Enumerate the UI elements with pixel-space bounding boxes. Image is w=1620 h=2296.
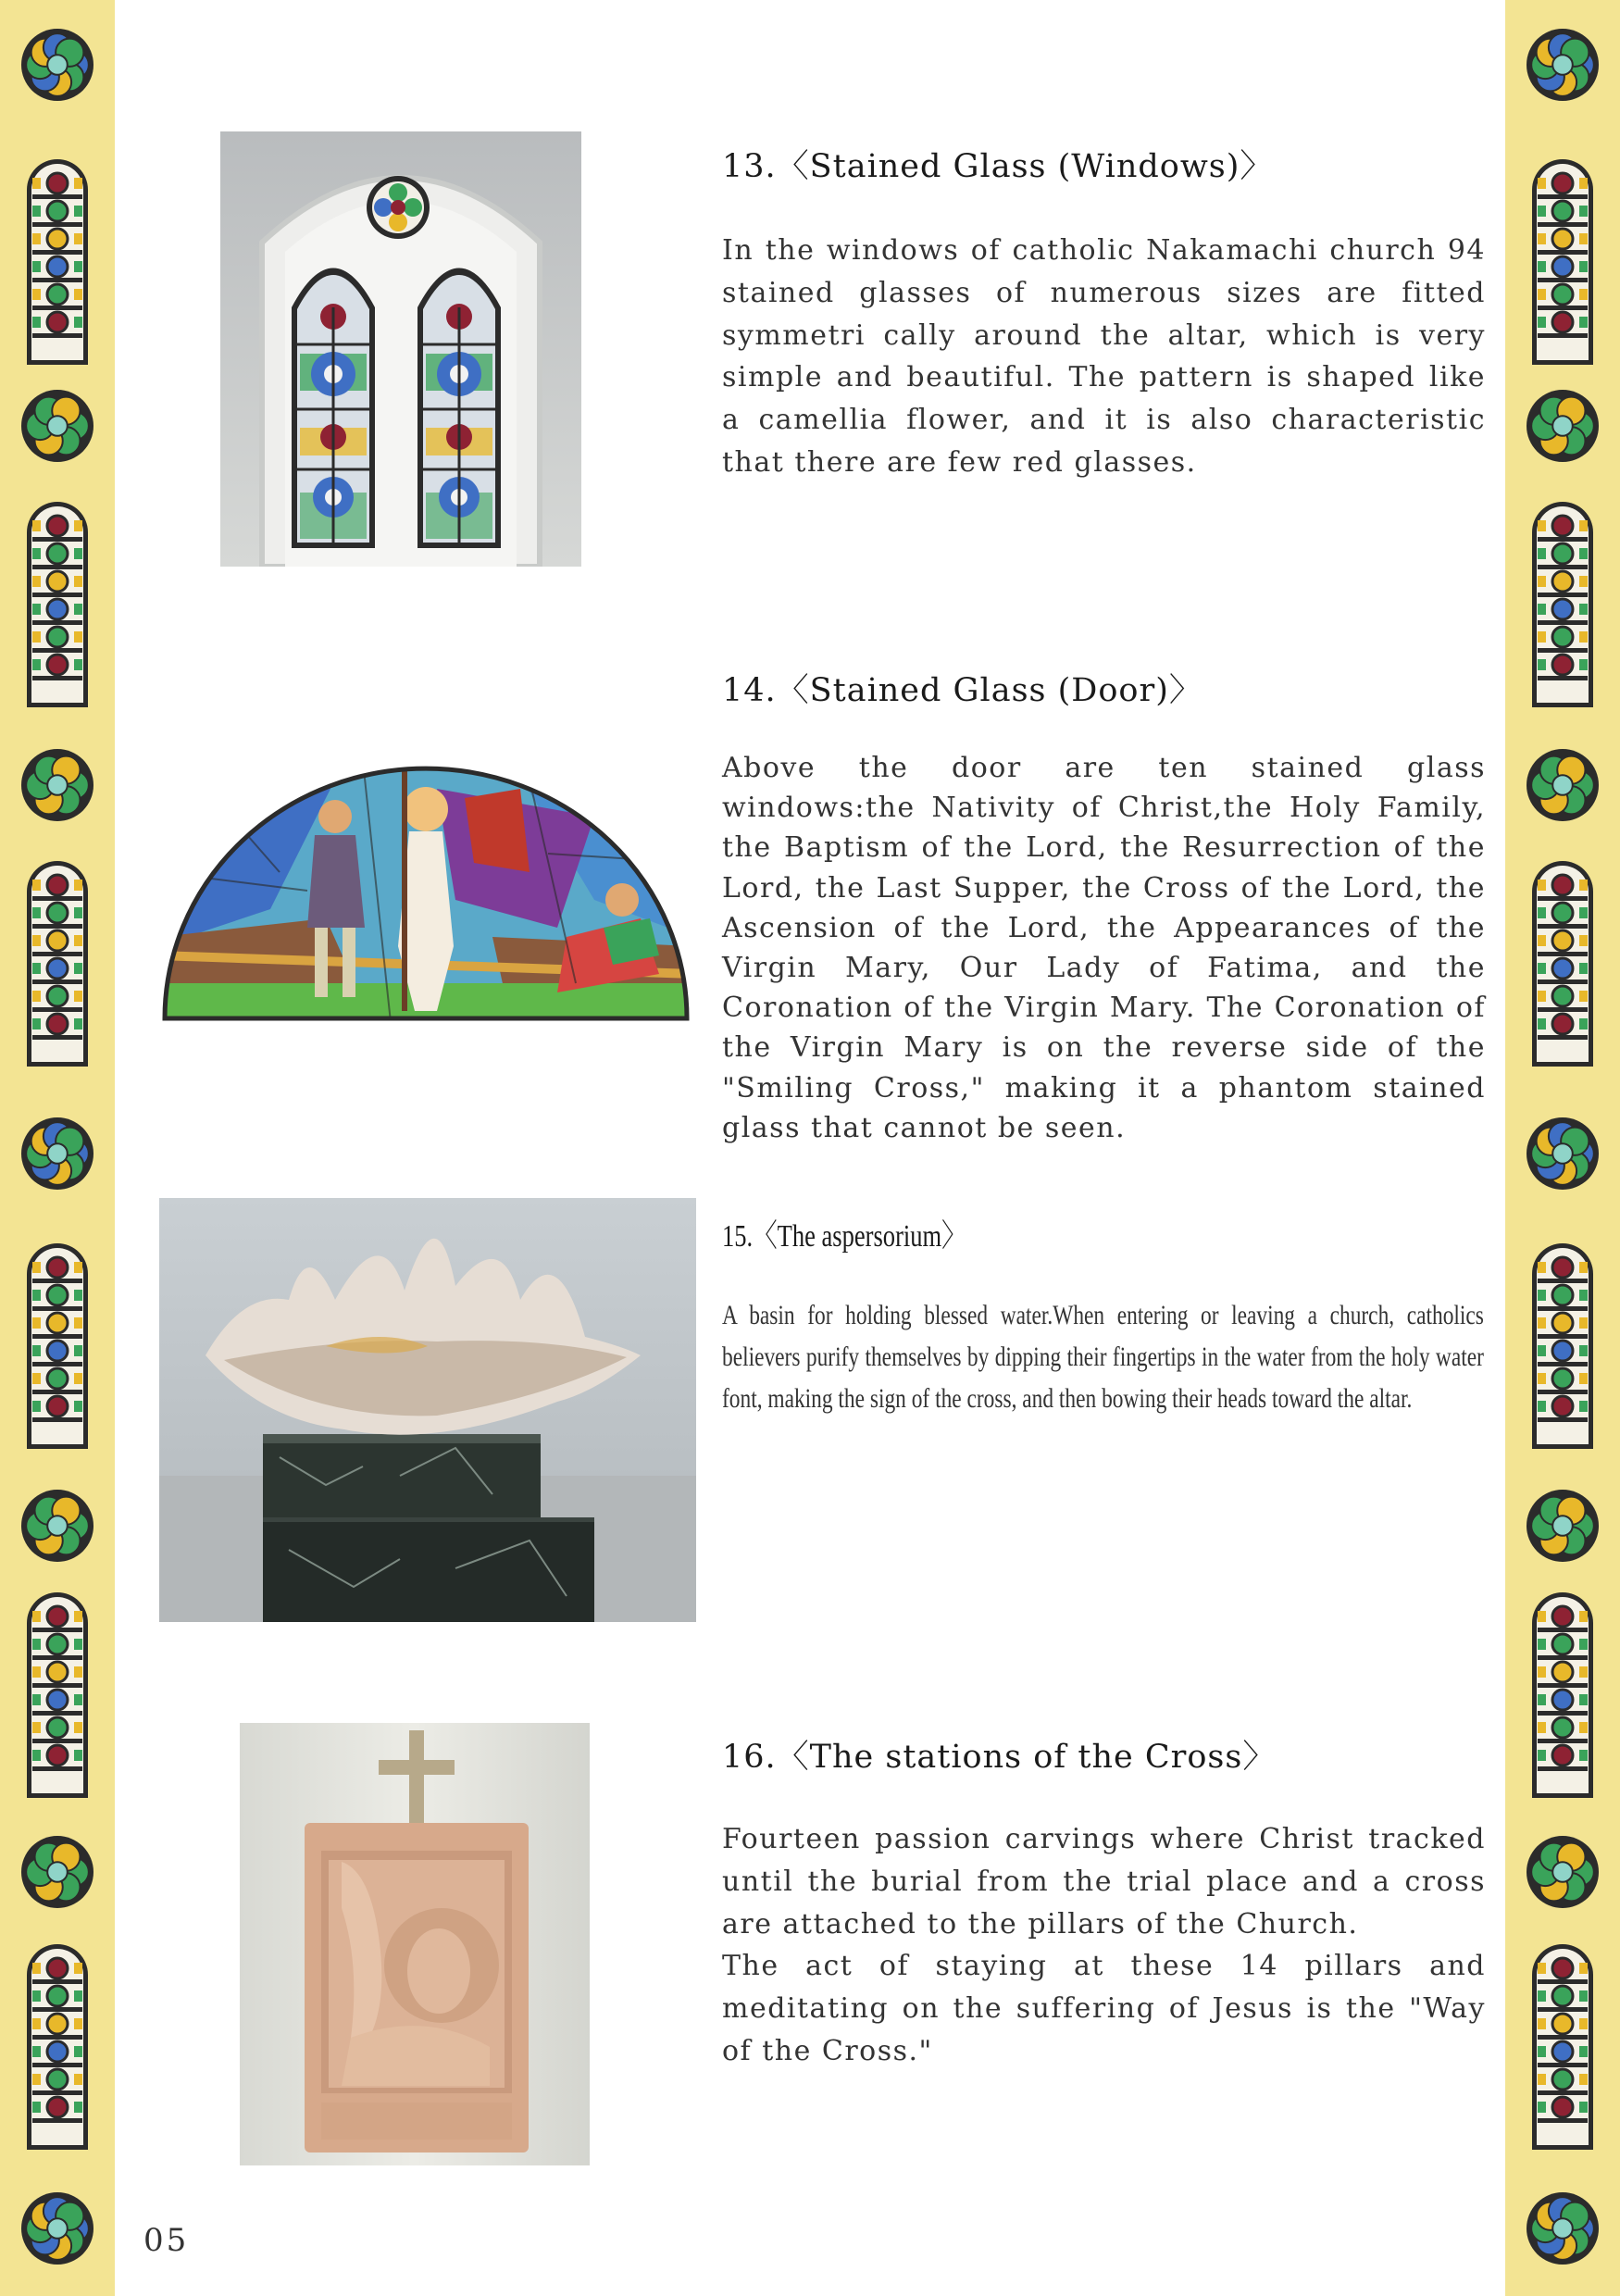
rosette-ornament xyxy=(1527,1117,1599,1190)
arched-window-ornament xyxy=(27,1592,88,1798)
arched-window-ornament xyxy=(27,861,88,1067)
rosette-ornament xyxy=(1527,1490,1599,1562)
rosette-ornament xyxy=(1527,1836,1599,1908)
section-14-title: 14.〈Stained Glass (Door)〉 xyxy=(722,672,1203,709)
rosette-ornament xyxy=(1527,29,1599,101)
arched-window-ornament xyxy=(1532,1592,1593,1798)
rosette-ornament xyxy=(21,1836,93,1908)
relief-carving xyxy=(305,1823,529,2152)
photo-stations-of-the-cross xyxy=(240,1723,590,2165)
section-16-body-line: The act of staying at these 14 pillars and meditating on the suffering of Jesus is the "Way of the Cross." xyxy=(722,1950,1486,2067)
arched-window-ornament xyxy=(27,159,88,365)
arched-window-ornament xyxy=(1532,1944,1593,2150)
rosette-ornament xyxy=(21,390,93,462)
rosette-ornament xyxy=(21,1117,93,1190)
arched-window-ornament xyxy=(27,1243,88,1449)
section-16-body xyxy=(722,1818,1486,2073)
figure-christ xyxy=(398,770,454,1011)
rosette-ornament xyxy=(21,1490,93,1562)
photo-stained-glass-door xyxy=(159,761,692,1022)
arched-window-ornament xyxy=(27,1944,88,2150)
arched-window-ornament xyxy=(1532,502,1593,707)
border-ornaments-left xyxy=(0,0,115,2296)
section-15-body: A basin for holding blessed water.When entering or leaving a church, catholics believers purify themselves by dipping their fingertips in the water from the holy water font, making the sign of the cross, and then bowing their heads toward the altar. xyxy=(722,1300,1484,1414)
section-15-title: 15.〈The aspersorium〉 xyxy=(722,1219,966,1254)
border-ornaments-right xyxy=(1505,0,1620,2296)
left-border xyxy=(0,0,115,2296)
photo-stained-glass-windows xyxy=(220,131,581,567)
section-16-body-line: Fourteen passion carvings where Christ tracked until the burial from the trial place and a cross are attached to the pillars of the Church. xyxy=(722,1823,1486,1940)
rosette-ornament xyxy=(1527,390,1599,462)
rosette-ornament xyxy=(21,749,93,821)
rosette-ornament xyxy=(1527,749,1599,821)
rosette-ornament xyxy=(1527,2192,1599,2265)
section-13-body: In the windows of catholic Nakamachi church 94 stained glasses of numerous sizes are fitted symmetri cally around the altar, which is very simple and beautiful. The pattern is shaped like a camellia flower, and it is also characteristic that there are few red glasses. xyxy=(722,234,1486,479)
rosette-ornament xyxy=(21,2192,93,2265)
section-13-title: 13.〈Stained Glass (Windows)〉 xyxy=(722,148,1274,185)
rose-window xyxy=(367,176,430,239)
page-number: 05 xyxy=(143,2222,190,2259)
section-16-title: 16.〈The stations of the Cross〉 xyxy=(722,1739,1277,1776)
photo-aspersorium xyxy=(159,1198,696,1622)
arched-window-ornament xyxy=(27,502,88,707)
rosette-ornament xyxy=(21,29,93,101)
arched-window-ornament xyxy=(1532,861,1593,1067)
arched-window-ornament xyxy=(1532,1243,1593,1449)
section-14-body: Above the door are ten stained glass windows:the Nativity of Christ,the Holy Family, the Baptism of the Lord, the Resurrection of the Lord, the Last Supper, the Cross of the Lord, the Ascension of the Lord, the Appearances of the Virgin Mary, Our Lady of Fatima, and the Coronation of the Virgin Mary. The Coronation of the Virgin Mary is on the reverse side of the "Smiling Cross," making it a phantom stained glass that cannot be seen. xyxy=(722,752,1486,1144)
right-border xyxy=(1505,0,1620,2296)
arched-window-ornament xyxy=(1532,159,1593,365)
